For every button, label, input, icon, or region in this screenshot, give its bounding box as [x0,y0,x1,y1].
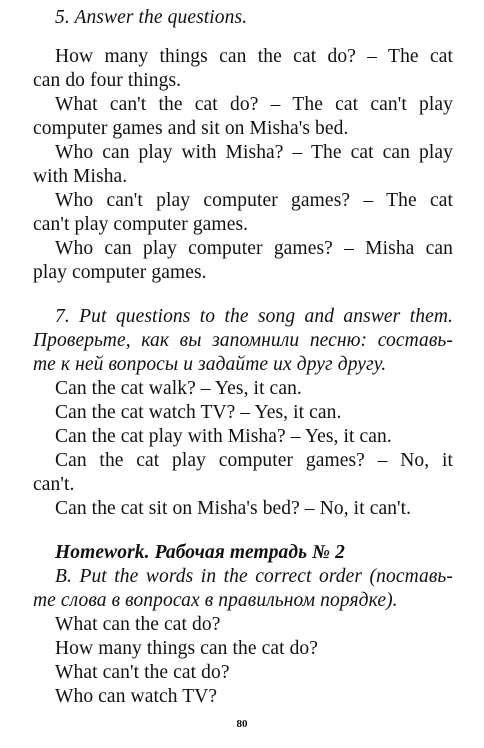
answer-line: can't play computer games. [33,214,249,235]
question-line: Who can watch TV? [55,686,218,707]
exercise-5-heading: 5. Answer the questions. [55,7,248,28]
answer-line: computer games and sit on Misha's bed. [33,118,349,139]
answer-line: can't. [33,474,75,495]
answer-line: Can the cat walk? – Yes, it can. [55,378,302,399]
question-line: What can the cat do? [55,614,221,635]
exercise-7-instruction: Проверьте, как вы запомнили песню: составь- [33,330,453,351]
answer-line: Who can play with Misha? – The cat can play [55,142,453,163]
answer-line: Who can play computer games? – Misha can [55,238,453,259]
page-number: 80 [236,718,248,730]
exercise-7-heading: 7. Put questions to the song and answer them. [55,306,453,327]
answer-line: can do four things. [33,70,182,91]
answer-line: What can't the cat do? – The cat can't play [55,94,453,115]
answer-line: play computer games. [33,262,207,283]
question-line: What can't the cat do? [55,662,230,683]
answer-line: Can the cat sit on Misha's bed? – No, it can't. [55,498,412,519]
homework-task: B. Put the words in the correct order (поставь- [55,566,453,587]
homework-task: те слова в вопросах в правильном порядке). [33,590,398,611]
answer-line: Can the cat play with Misha? – Yes, it can. [55,426,392,447]
homework-heading: Homework. Рабочая тетрадь № 2 [55,542,345,563]
answer-line: Can the cat watch TV? – Yes, it can. [55,402,342,423]
exercise-7-instruction: те к ней вопросы и задайте их друг другу. [33,354,387,375]
question-line: How many things can the cat do? [55,638,319,659]
answer-line: Who can't play computer games? – The cat [55,190,453,211]
answer-line: How many things can the cat do? – The cat [55,46,453,67]
answer-line: with Misha. [33,166,128,187]
answer-line: Can the cat play computer games? – No, it [55,450,453,471]
